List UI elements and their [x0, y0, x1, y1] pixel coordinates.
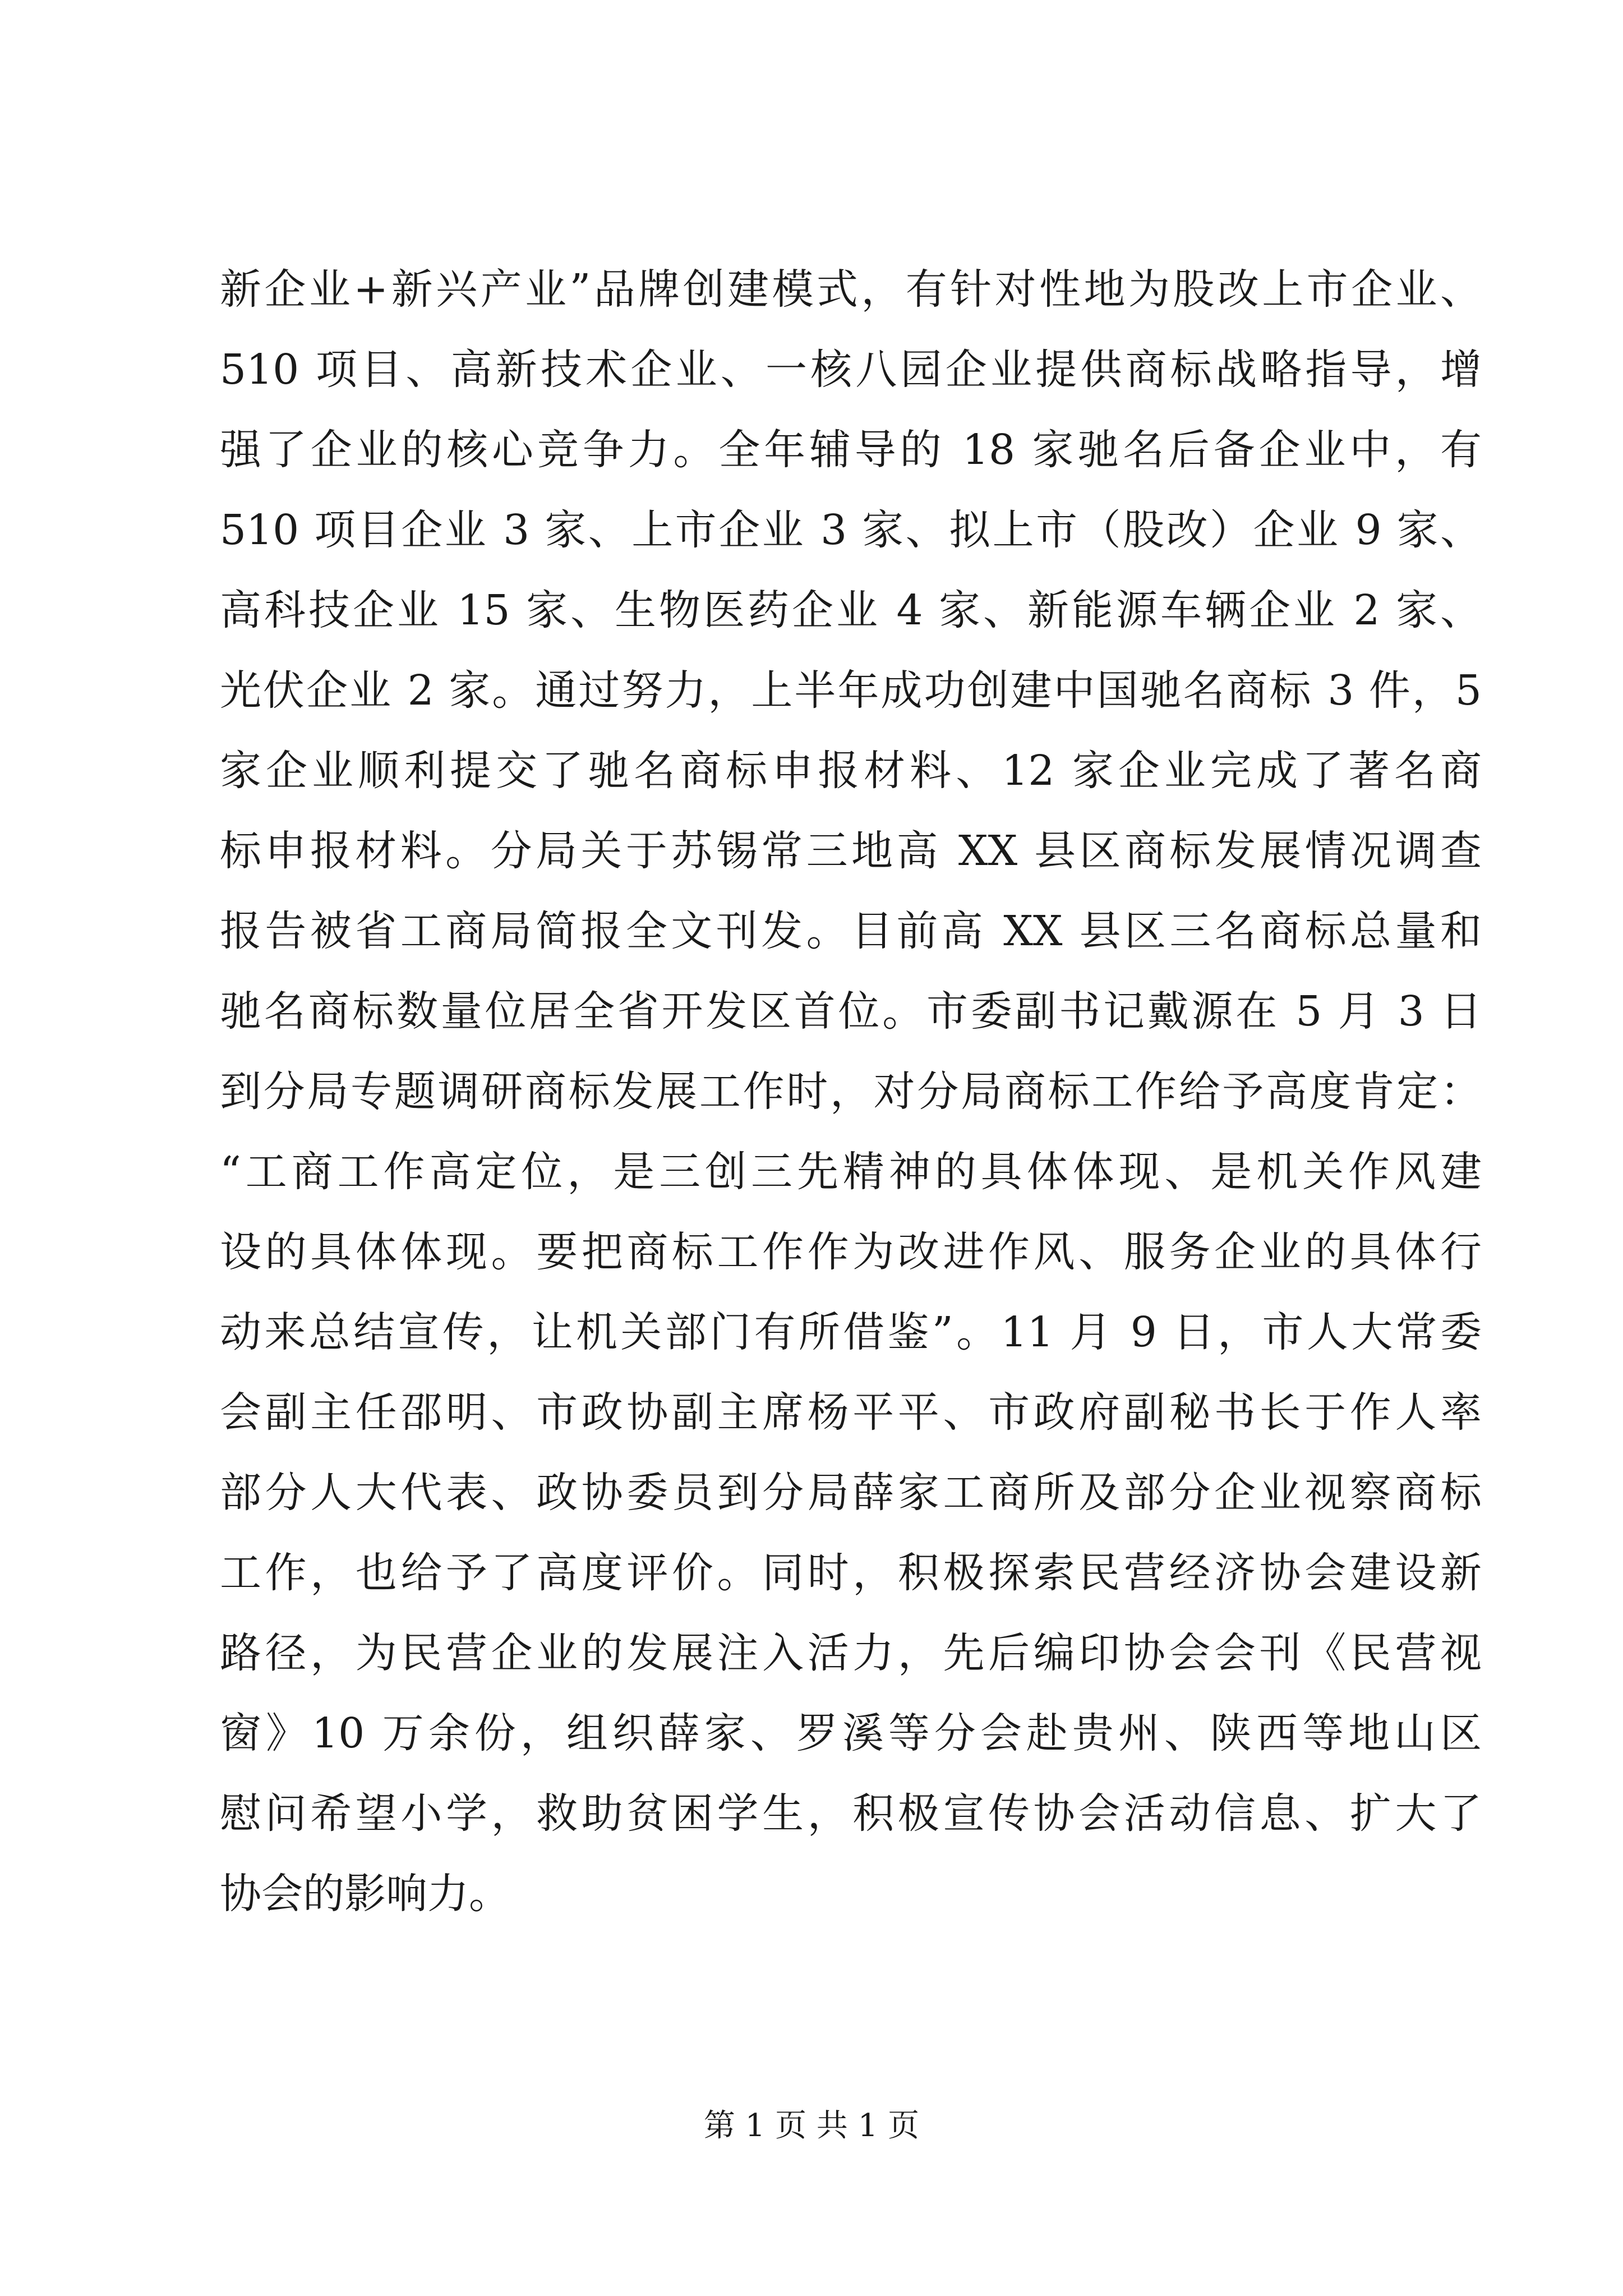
text-line-20: 慰问希望小学，救助贫困学生，积极宣传协会活动信息、扩大了 [220, 1789, 1482, 1838]
text-line-19: 窗》10 万余份，组织薛家、罗溪等分会赴贵州、陕西等地山区 [220, 1709, 1482, 1757]
body-paragraph [220, 250, 1482, 1934]
text-line-3: 强了企业的核心竞争力。全年辅导的 18 家驰名后备企业中，有 [220, 426, 1482, 474]
text-line-18: 路径，为民营企业的发展注入活力，先后编印协会会刊《民营视 [220, 1629, 1482, 1677]
text-line-13: 设的具体体现。要把商标工作作为改进作风、服务企业的具体行 [220, 1228, 1482, 1276]
text-line-10: 驰名商标数量位居全省开发区首位。市委副书记戴源在 5 月 3 日 [220, 987, 1482, 1036]
text-line-12: “工商工作高定位，是三创三先精神的具体体现、是机关作风建 [220, 1148, 1482, 1196]
text-line-17: 工作，也给予了高度评价。同时，积极探索民营经济协会建设新 [220, 1549, 1482, 1597]
text-line-7: 家企业顺利提交了驰名商标申报材料、12 家企业完成了著名商 [220, 747, 1482, 795]
text-line-9: 报告被省工商局简报全文刊发。目前高 XX 县区三名商标总量和 [220, 907, 1482, 955]
text-line-1: 新企业+新兴产业”品牌创建模式，有针对性地为股改上市企业、 [220, 265, 1482, 314]
text-line-8: 标申报材料。分局关于苏锡常三地高 XX 县区商标发展情况调查 [220, 827, 1482, 875]
text-line-2: 510 项目、高新技术企业、一核八园企业提供商标战略指导，增 [220, 346, 1482, 394]
text-line-4: 510 项目企业 3 家、上市企业 3 家、拟上市（股改）企业 9 家、 [220, 506, 1482, 554]
text-line-16: 部分人大代表、政协委员到分局薛家工商所及部分企业视察商标 [220, 1469, 1482, 1517]
text-line-14: 动来总结宣传，让机关部门有所借鉴”。11 月 9 日，市人大常委 [220, 1308, 1482, 1356]
text-line-11: 到分局专题调研商标发展工作时，对分局商标工作给予高度肯定： [220, 1068, 1482, 1116]
page-number: 第 1 页 共 1 页 [703, 2108, 920, 2144]
text-line-21: 协会的影响力。 [220, 1870, 510, 1918]
text-line-15: 会副主任邵明、市政协副主席杨平平、市政府副秘书长于作人率 [220, 1388, 1482, 1437]
text-line-6: 光伏企业 2 家。通过努力，上半年成功创建中国驰名商标 3 件，5 [220, 666, 1482, 715]
page-footer [0, 2104, 1623, 2148]
text-line-5: 高科技企业 15 家、生物医药企业 4 家、新能源车辆企业 2 家、 [220, 586, 1482, 634]
